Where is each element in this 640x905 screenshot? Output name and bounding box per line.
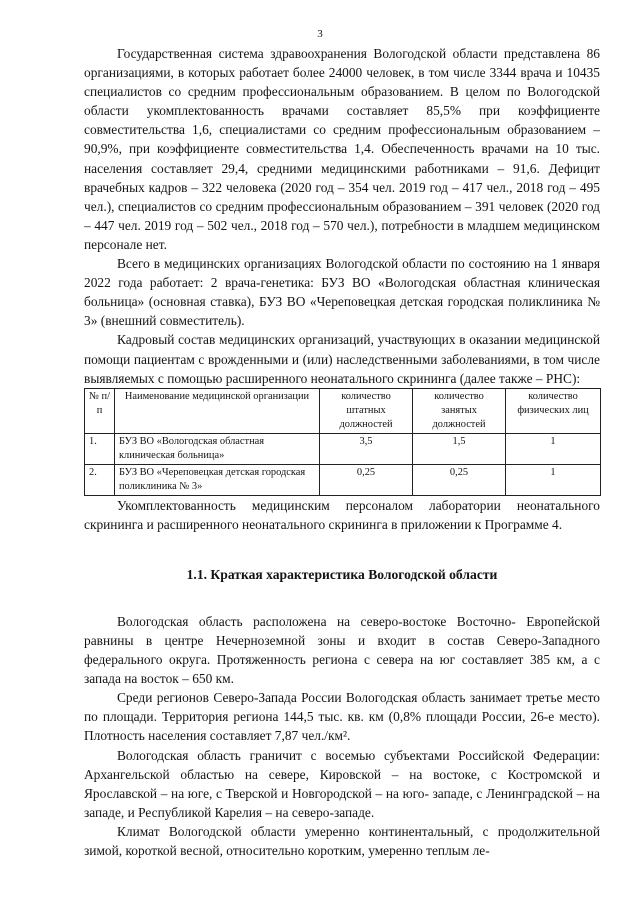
paragraph-area: Среди регионов Северо-Запада России Вологодская область занимает третье место по площади. Территория региона 144,5 тыс. кв. км (0,8% площади России, 26-е место). Плотность населения составляет 7,87 чел./км². [84, 690, 600, 744]
paragraph-health-system: Государственная система здравоохранения Вологодской области представлена 86 организациями, в которых работает более 24000 человек, в том числе 3344 врача и 10435 специалистов со средним профессиональным образованием. В целом по Вологодской области укомплектованность врачами составляет 85,5% при коэффициенте совместительства 1,6, специалистами со средним профессиональным образованием – 90,9%, при коэффициенте совместительства 1,4. Обеспеченность врачами на 10 тыс. населения составляет 29,4, средними медицинскими работниками – 91,6. Дефицит врачебных кадров – 322 человека (2020 год – 354 чел. 2019 год – 417 чел., 2018 год – 495 чел.), специалистов со средним профессиональным образованием – 391 человек (2020 год – 447 чел. 2019 год – 502 чел., 2018 год – 570 чел.), потребности в младшем медицинском персонале нет. [84, 46, 600, 252]
section-title: 1.1. Краткая характеристика Вологодской области [186, 566, 498, 582]
row-staff-positions: 0,25 [320, 464, 413, 495]
table-row [85, 433, 601, 464]
staff-table [84, 388, 601, 496]
table-header-row [85, 388, 601, 433]
table-row [85, 464, 601, 495]
paragraph-borders: Вологодская область граничит с восемью субъектами Российской Федерации: Архангельской областью на севере, Кировской – на востоке, с Костромской и Ярославской – на юге, с Тверской и Новгородской – на юго- западе, с Ленинградской – на западе, и Республикой Карелия – на северо-западе. [84, 747, 600, 820]
column-header-occupied-positions: количество занятых должностей [413, 388, 506, 433]
column-header-number: № п/п [85, 388, 115, 433]
page-number: 3 [317, 28, 323, 40]
row-staff-positions: 3,5 [320, 433, 413, 464]
paragraph-location: Вологодская область расположена на северо-востоке Восточно- Европейской равнины в центре Нечерноземной зоны и входит в состав Северо-Западного федерального округа. Протяженность региона с севера на юг составляет 385 км, а с запада на восток – 650 км. [84, 613, 600, 687]
document-body [84, 44, 600, 860]
paragraph-climate: Климат Вологодской области умеренно континентальный, с продолжительной зимой, короткой весной, относительно коротким, умеренно теплым ле- [84, 823, 600, 858]
paragraph-staff-intro: Кадровый состав медицинских организаций, участвующих в оказании медицинской помощи пациентам с врожденными и (или) наследственными заболеваниями, в том числе выявляемых с помощью расширенного неонатального скрининга (далее также – РНС): [84, 332, 600, 386]
column-header-staff-positions: количество штатных должностей [320, 388, 413, 433]
row-occupied-positions: 1,5 [413, 433, 506, 464]
column-header-individuals: количество физических лиц [506, 388, 601, 433]
row-organization: БУЗ ВО «Череповецкая детская городская поликлиника № 3» [115, 464, 320, 495]
column-header-organization: Наименование медицинской организации [115, 388, 320, 433]
paragraph-geneticists: Всего в медицинских организациях Вологодской области по состоянию на 1 января 2022 года работает: 2 врача-генетика: БУЗ ВО «Вологодская областная клиническая больница» (основная ставка), БУЗ ВО «Череповецкая детская городская поликлиника № 3» (внешний совместитель). [84, 256, 600, 329]
row-number: 1. [85, 433, 115, 464]
row-organization: БУЗ ВО «Вологодская областная клиническая больница» [115, 433, 320, 464]
row-occupied-positions: 0,25 [413, 464, 506, 495]
row-number: 2. [85, 464, 115, 495]
row-individuals: 1 [506, 464, 601, 495]
row-individuals: 1 [506, 433, 601, 464]
paragraph-laboratory-staffing: Укомплектованность медицинским персоналом лаборатории неонатального скрининга и расширенного неонатального скрининга в приложении к Программе 4. [84, 497, 600, 532]
